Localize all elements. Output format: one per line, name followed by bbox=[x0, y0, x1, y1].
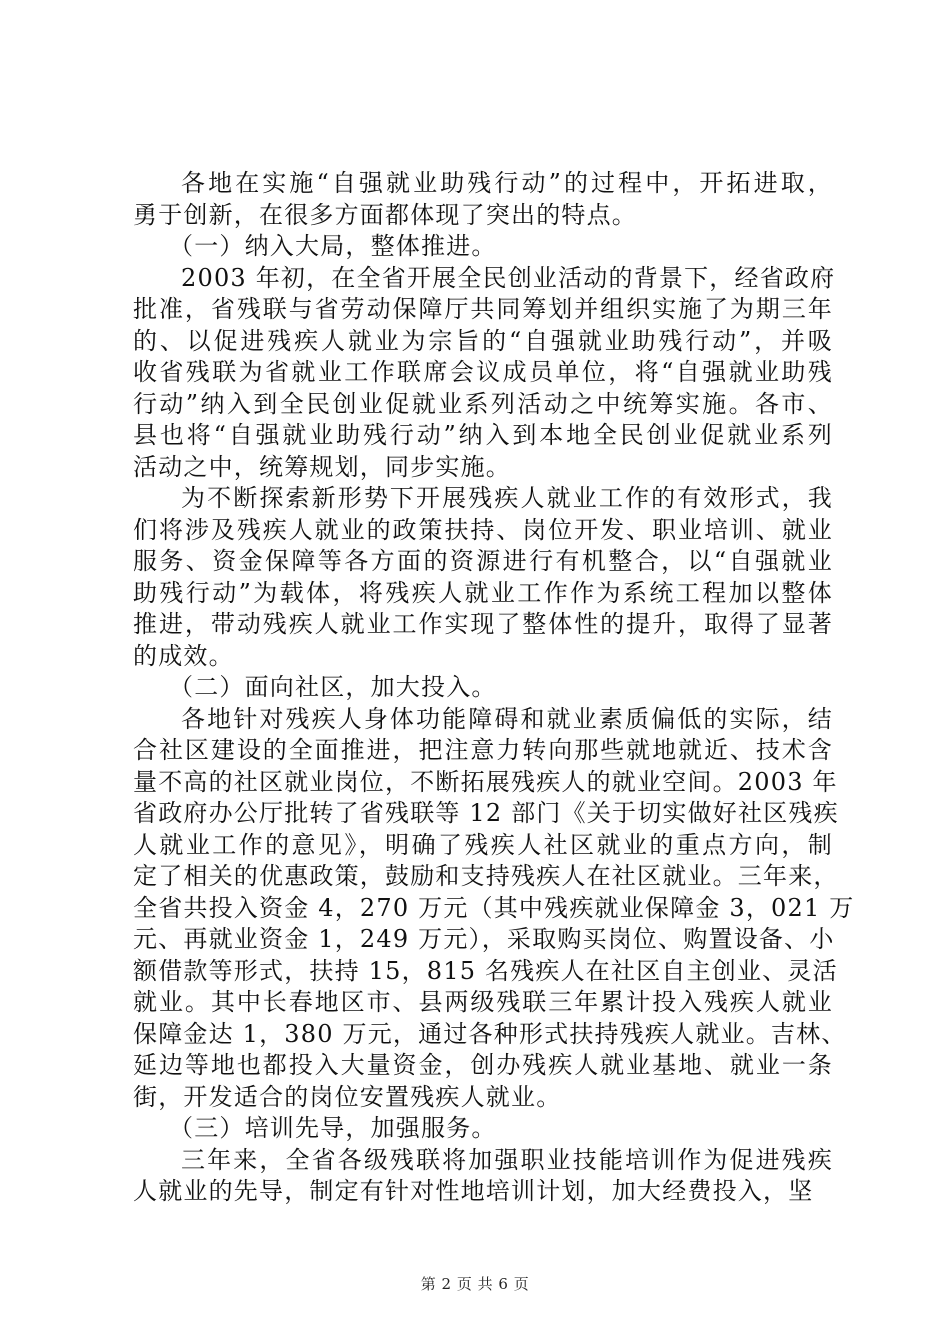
text-line: 2003 年初，在全省开展全民创业活动的背景下，经省政府 bbox=[181, 263, 836, 292]
section-heading bbox=[133, 672, 833, 704]
paragraph bbox=[133, 168, 833, 231]
text-line: 们将涉及残疾人就业的政策扶持、岗位开发、职业培训、就业 bbox=[133, 515, 833, 544]
text-line: 合社区建设的全面推进，把注意力转向那些就地就近、技术含 bbox=[133, 736, 833, 764]
text-line: 人就业工作的意见》，明确了残疾人社区就业的重点方向，制 bbox=[133, 830, 833, 859]
text-line: 街，开发适合的岗位安置残疾人就业。 bbox=[133, 1082, 562, 1111]
text-line: 就业。其中长春地区市、县两级残联三年累计投入残疾人就业 bbox=[133, 988, 833, 1016]
text-line: 全省共投入资金 4，270 万元（其中残疾就业保障金 3，021 万 bbox=[133, 893, 855, 922]
text-line: 收省残联为省就业工作联席会议成员单位，将“自强就业助残 bbox=[133, 358, 833, 386]
paragraph bbox=[133, 263, 836, 484]
text-line: 活动之中，统筹规划，同步实施。 bbox=[133, 452, 511, 481]
text-line: 人就业的先导，制定有针对性地培训计划，加大经费投入，坚 bbox=[133, 1177, 814, 1205]
text-line: 各地针对残疾人身体功能障碍和就业素质偏低的实际，结 bbox=[181, 704, 833, 733]
text-line: 勇于创新，在很多方面都体现了突出的特点。 bbox=[133, 200, 637, 229]
text-line: 延边等地也都投入大量资金，创办残疾人就业基地、就业一条 bbox=[133, 1051, 833, 1079]
paragraph bbox=[133, 704, 855, 1114]
text-line: 县也将“自强就业助残行动”纳入到本地全民创业促就业系列 bbox=[133, 421, 833, 449]
document-body bbox=[133, 168, 855, 1208]
page-number-label: 第 2 页 共 6 页 bbox=[420, 1275, 530, 1293]
text-line: 各地在实施“自强就业助残行动”的过程中，开拓进取， bbox=[181, 169, 833, 197]
text-line: 三年来，全省各级残联将加强职业技能培训作为促进残疾 bbox=[181, 1145, 833, 1174]
text-line: 保障金达 1，380 万元，通过各种形式扶持残疾人就业。吉林、 bbox=[133, 1019, 847, 1048]
text-line: （三）培训先导，加强服务。 bbox=[169, 1114, 497, 1142]
text-line: 省政府办公厅批转了省残联等 12 部门《关于切实做好社区残疾 bbox=[133, 799, 839, 827]
text-line: 的、以促进残疾人就业为宗旨的“自强就业助残行动”，并吸 bbox=[133, 326, 833, 355]
text-line: （一）纳入大局，整体推进。 bbox=[169, 232, 497, 260]
text-line: 服务、资金保障等各方面的资源进行有机整合，以“自强就业 bbox=[133, 547, 833, 575]
text-line: 批准，省残联与省劳动保障厅共同筹划并组织实施了为期三年 bbox=[133, 295, 833, 323]
text-line: （二）面向社区，加大投入。 bbox=[169, 673, 497, 701]
paragraph bbox=[133, 483, 833, 672]
text-line: 行动”纳入到全民创业促就业系列活动之中统筹实施。各市、 bbox=[133, 389, 833, 418]
page-footer bbox=[0, 1273, 950, 1294]
text-line: 额借款等形式，扶持 15，815 名残疾人在社区自主创业、灵活 bbox=[133, 956, 838, 985]
text-line: 元、再就业资金 1，249 万元），采取购买岗位、购置设备、小 bbox=[133, 925, 835, 953]
text-line: 的成效。 bbox=[133, 641, 234, 670]
paragraph bbox=[133, 1145, 833, 1208]
section-heading bbox=[133, 231, 833, 263]
text-line: 量不高的社区就业岗位，不断拓展残疾人的就业空间。2003 年 bbox=[133, 767, 838, 796]
text-line: 为不断探索新形势下开展残疾人就业工作的有效形式，我 bbox=[181, 484, 833, 512]
text-line: 定了相关的优惠政策，鼓励和支持残疾人在社区就业。三年来， bbox=[133, 862, 839, 890]
section-heading bbox=[133, 1113, 833, 1145]
text-line: 推进，带动残疾人就业工作实现了整体性的提升，取得了显著 bbox=[133, 610, 833, 638]
text-line: 助残行动”为载体，将残疾人就业工作作为系统工程加以整体 bbox=[133, 578, 833, 607]
